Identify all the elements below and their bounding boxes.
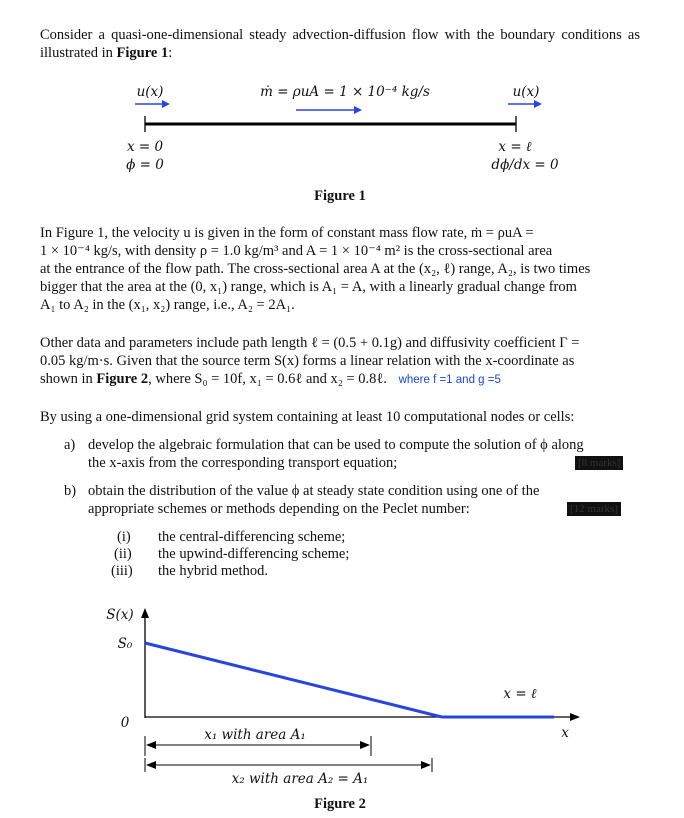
right-bc-grad: dϕ/dx = 0 (491, 157, 559, 173)
x2-dim-arrow-left (146, 761, 156, 769)
mass-flow-label: ṁ = ρuA = 1 × 10⁻⁴ kg/s (260, 84, 430, 100)
question-a-label: a) (64, 437, 76, 453)
s0-label: S₀ (117, 636, 133, 652)
intro-end: : (168, 45, 173, 61)
y-axis-label: S(x) (106, 607, 134, 623)
question-a-line-1: develop the algebraic formulation that can be used to compute the solution of ϕ along (88, 437, 584, 453)
x-axis-arrowhead (570, 713, 580, 721)
velocity-label-left: u(x) (136, 84, 164, 100)
intro-paragraph (40, 26, 640, 62)
x-axis-label: x (561, 725, 569, 741)
zero-label: 0 (120, 715, 130, 731)
figure-2-caption: Figure 2 (314, 796, 366, 812)
x2-dim-arrow-right (421, 761, 431, 769)
question-b-label: b) (64, 483, 77, 499)
intro-figure-ref: Figure 1 (116, 45, 169, 61)
question-a-marks: [8 marks] (575, 456, 623, 470)
velocity-label-right: u(x) (512, 84, 540, 100)
para1-line-4: bigger that the area at the (0, x₁) range, which is A₁ = A, with a linearly gradual change from (40, 279, 577, 295)
para1-line-2: 1 × 10⁻⁴ kg/s, with density ρ = 1.0 kg/m³ and A = 1 × 10⁻⁴ m² is the cross-sectional area (40, 243, 553, 259)
scheme-item-num: (iii) (111, 563, 133, 579)
parameter-note: where f =1 and g =5 (398, 374, 501, 386)
para1-line-5: A₁ to A₂ in the (x₁, x₂) range, i.e., A₂ = 2A₁. (40, 297, 295, 313)
scheme-item-text: the central-differencing scheme; (158, 529, 346, 545)
x2-dim-label: x₂ with area A₂ = A₁ (231, 771, 369, 787)
question-a-line-2: the x-axis from the corresponding transport equation; (88, 455, 398, 471)
flow-arrowhead-right (534, 100, 542, 108)
paragraph-parameters (40, 334, 640, 389)
question-b-marks: [12 marks] (567, 502, 621, 516)
scheme-item-text: the upwind-differencing scheme; (158, 546, 350, 562)
x-end-label: x = ℓ (503, 686, 537, 702)
right-bc-x: x = ℓ (498, 139, 532, 155)
para1-line-1: In Figure 1, the velocity u is given in the form of constant mass flow rate, ṁ = ρuA = (40, 225, 534, 241)
left-bc-phi: ϕ = 0 (126, 157, 164, 173)
task-intro: By using a one-dimensional grid system containing at least 10 computational nodes or cells: (40, 409, 575, 425)
mass-flow-arrowhead (354, 106, 362, 114)
para1-line-3: at the entrance of the flow path. The cross-sectional area A at the (x₂, ℓ) range, A₂, is two times (40, 261, 591, 277)
para2-line-2: 0.05 kg/m·s. Given that the source term S(x) forms a linear relation with the x-coordinate as (40, 353, 575, 369)
left-bc-x: x = 0 (126, 139, 164, 155)
scheme-item-text: the hybrid method. (158, 563, 268, 579)
scheme-item-num: (ii) (114, 546, 132, 562)
source-line-ramp (145, 643, 442, 717)
scheme-item-num: (i) (117, 529, 131, 545)
para2-line-1: Other data and parameters include path length ℓ = (0.5 + 0.1g) and diffusivity coefficient Γ = (40, 335, 580, 351)
paragraph-area-description (40, 224, 640, 314)
intro-text: Consider a quasi-one-dimensional steady advection-diffusion flow with the boundary conditions as illustrated in (40, 27, 640, 61)
x1-dim-arrow-left (146, 741, 156, 749)
question-b-line-2: appropriate schemes or methods depending on the Peclet number: (88, 501, 470, 517)
figure-1-caption: Figure 1 (314, 188, 366, 204)
question-b-line-1: obtain the distribution of the value ϕ at steady state condition using one of the (88, 483, 540, 499)
flow-arrowhead-left (162, 100, 170, 108)
y-axis-arrowhead (141, 608, 149, 618)
x1-dim-label: x₁ with area A₁ (204, 727, 306, 743)
x1-dim-arrow-right (360, 741, 370, 749)
para2-line-3: shown in Figure 2, where S₀ = 10f, x₁ = 0.6ℓ and x₂ = 0.8ℓ. where f =1 and g =5 (40, 371, 501, 387)
figure-2-ref: Figure 2 (96, 371, 149, 387)
